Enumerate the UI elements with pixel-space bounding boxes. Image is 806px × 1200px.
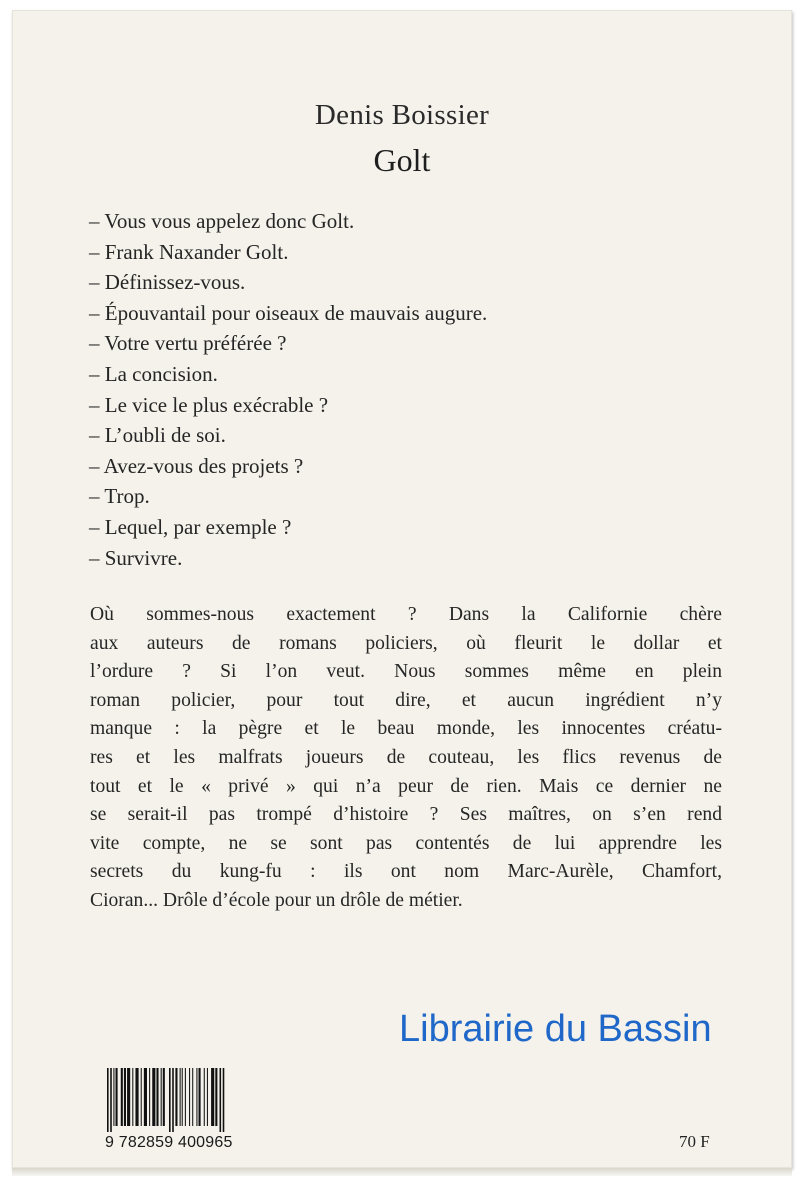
author-name: Denis Boissier (314, 99, 490, 131)
dialogue-line: – Avez-vous des projets ? (89, 453, 304, 478)
dialogue-line: – Frank Naxander Golt. (89, 239, 289, 264)
dialogue-line: – Trop. (89, 484, 150, 509)
price-label: 70 F (679, 1132, 710, 1151)
dialogue-line: – Le vice le plus exécrable ? (89, 392, 329, 417)
blurb-line: res et les malfrats joueurs de couteau, les flics revenus de (90, 746, 722, 768)
isbn-barcode (105, 1068, 281, 1152)
bookseller-stamp: Librairie du Bassin (399, 1008, 712, 1050)
blurb-line: vite compte, ne se sont pas contentés de lui apprendre les (90, 832, 722, 854)
blurb-line: se serait-il pas trompé d’histoire ? Ses maîtres, on s’en rend (90, 804, 722, 826)
dialogue-line: – Épouvantail pour oiseaux de mauvais augure. (89, 300, 488, 325)
barcode-bars (105, 1068, 281, 1132)
blurb-line: manque : la pègre et le beau monde, les innocentes créatu- (90, 718, 722, 740)
barcode-number: 9 782859 400965 (105, 1134, 233, 1151)
blurb-line: Cioran... Drôle d’école pour un drôle de métier. (90, 889, 463, 911)
blurb-line: aux auteurs de romans policiers, où fleurit le dollar et (90, 632, 722, 654)
blurb-line: Où sommes-nous exactement ? Dans la Californie chère (90, 604, 722, 625)
dialogue-excerpt (89, 206, 487, 573)
cover-edge (12, 1168, 792, 1176)
book-title: Golt (373, 142, 431, 178)
dialogue-line: – La concision. (89, 361, 218, 386)
dialogue-line: – L’oubli de soi. (89, 423, 226, 448)
blurb-line: l’ordure ? Si l’on veut. Nous sommes même en plein (90, 661, 722, 683)
dialogue-line: – Définissez-vous. (89, 270, 246, 295)
dialogue-line: – Vous vous appelez donc Golt. (89, 209, 355, 233)
blurb-line: roman policier, pour tout dire, et aucun ingrédient n’y (90, 689, 722, 711)
blurb-line: tout et le « privé » qui n’a peur de rien. Mais ce dernier ne (90, 775, 722, 797)
blurb-line: secrets du kung-fu : ils ont nom Marc-Aurèle, Chamfort, (90, 861, 722, 883)
dialogue-line: – Lequel, par exemple ? (89, 514, 292, 539)
dialogue-line: – Votre vertu préférée ? (89, 331, 287, 356)
back-cover (12, 10, 792, 1168)
blurb-paragraph (90, 601, 722, 916)
dialogue-line: – Survivre. (89, 545, 183, 570)
